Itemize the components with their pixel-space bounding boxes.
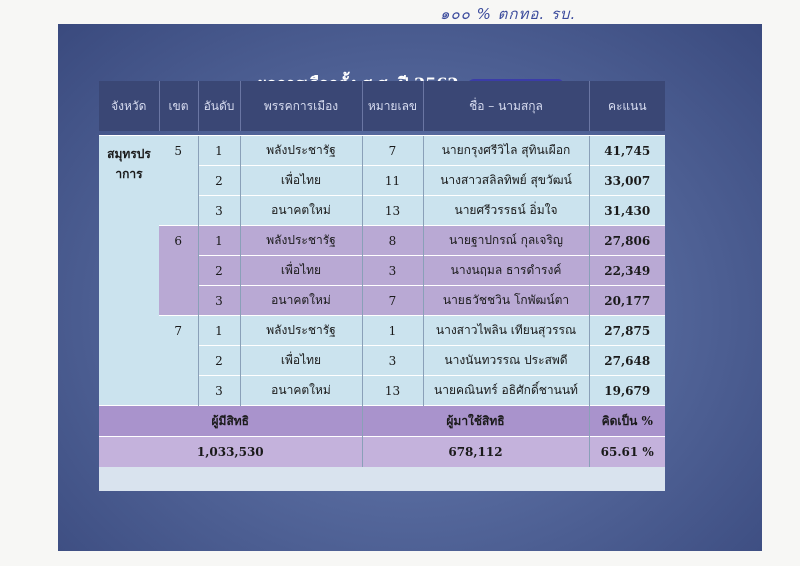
- party-cell: เพื่อไทย: [240, 256, 362, 286]
- percent-value: 65.61 %: [589, 437, 665, 468]
- party-cell: พลังประชารัฐ: [240, 136, 362, 166]
- name-cell: นายศรีวรรธน์ อิ่มใจ: [423, 196, 589, 226]
- table-row: [99, 136, 665, 166]
- number-cell: 11: [362, 166, 423, 196]
- voted-label: ผู้มาใช้สิทธิ: [362, 406, 589, 437]
- table-footer-row: [99, 467, 665, 491]
- number-cell: 13: [362, 376, 423, 406]
- results-table: [99, 81, 665, 491]
- name-cell: นายฐาปกรณ์ กุลเจริญ: [423, 226, 589, 256]
- number-cell: 3: [362, 346, 423, 376]
- score-cell: 27,806: [589, 226, 665, 256]
- rank-cell: 3: [198, 376, 240, 406]
- header-party: พรรคการเมือง: [240, 81, 362, 131]
- province-cell: [99, 136, 159, 406]
- party-cell: เพื่อไทย: [240, 346, 362, 376]
- rank-cell: 1: [198, 316, 240, 346]
- name-cell: นางนันทวรรณ ประสพดี: [423, 346, 589, 376]
- eligible-value: 1,033,530: [99, 437, 362, 468]
- handwritten-annotation: ๑๐๐ % ตกทอ. รบ.: [440, 5, 577, 23]
- header-district: เขต: [159, 81, 198, 131]
- score-cell: 31,430: [589, 196, 665, 226]
- rank-cell: 3: [198, 196, 240, 226]
- score-cell: 41,745: [589, 136, 665, 166]
- name-cell: นายกรุงศรีวิไล สุทินเผือก: [423, 136, 589, 166]
- rank-cell: 2: [198, 346, 240, 376]
- header-score: คะแนน: [589, 81, 665, 131]
- district-cell: 6: [159, 226, 198, 316]
- header-province: จังหวัด: [99, 81, 159, 131]
- table-row: [99, 226, 665, 256]
- rank-cell: 1: [198, 226, 240, 256]
- rank-cell: 2: [198, 256, 240, 286]
- province-name: สมุทรปราการ: [107, 147, 151, 181]
- table-row: [99, 316, 665, 346]
- score-cell: 33,007: [589, 166, 665, 196]
- party-cell: พลังประชารัฐ: [240, 316, 362, 346]
- header-name: ชื่อ – นามสกุล: [423, 81, 589, 131]
- header-rank: อันดับ: [198, 81, 240, 131]
- number-cell: 13: [362, 196, 423, 226]
- header-number: หมายเลข: [362, 81, 423, 131]
- name-cell: นางนฤมล ธารดำรงค์: [423, 256, 589, 286]
- party-cell: อนาคตใหม่: [240, 376, 362, 406]
- number-cell: 3: [362, 256, 423, 286]
- summary-value-row: [99, 437, 665, 468]
- district-cell: 7: [159, 316, 198, 406]
- party-cell: อนาคตใหม่: [240, 196, 362, 226]
- voted-value: 678,112: [362, 437, 589, 468]
- district-cell: 5: [159, 136, 198, 226]
- score-cell: 27,875: [589, 316, 665, 346]
- summary-label-row: [99, 406, 665, 437]
- rank-cell: 3: [198, 286, 240, 316]
- name-cell: นางสาวสลิลทิพย์ สุขวัฒน์: [423, 166, 589, 196]
- number-cell: 7: [362, 136, 423, 166]
- score-cell: 19,679: [589, 376, 665, 406]
- name-cell: นายคณินทร์ อธิศักดิ์ชานนท์: [423, 376, 589, 406]
- number-cell: 8: [362, 226, 423, 256]
- percent-label: คิดเป็น %: [589, 406, 665, 437]
- rank-cell: 2: [198, 166, 240, 196]
- score-cell: 20,177: [589, 286, 665, 316]
- party-cell: อนาคตใหม่: [240, 286, 362, 316]
- name-cell: นางสาวไพลิน เทียนสุวรรณ: [423, 316, 589, 346]
- party-cell: พลังประชารัฐ: [240, 226, 362, 256]
- party-cell: เพื่อไทย: [240, 166, 362, 196]
- eligible-label: ผู้มีสิทธิ: [99, 406, 362, 437]
- name-cell: นายธวัชชวิน โกพัฒน์ตา: [423, 286, 589, 316]
- number-cell: 1: [362, 316, 423, 346]
- number-cell: 7: [362, 286, 423, 316]
- score-cell: 22,349: [589, 256, 665, 286]
- table-header-row: [99, 81, 665, 131]
- rank-cell: 1: [198, 136, 240, 166]
- score-cell: 27,648: [589, 346, 665, 376]
